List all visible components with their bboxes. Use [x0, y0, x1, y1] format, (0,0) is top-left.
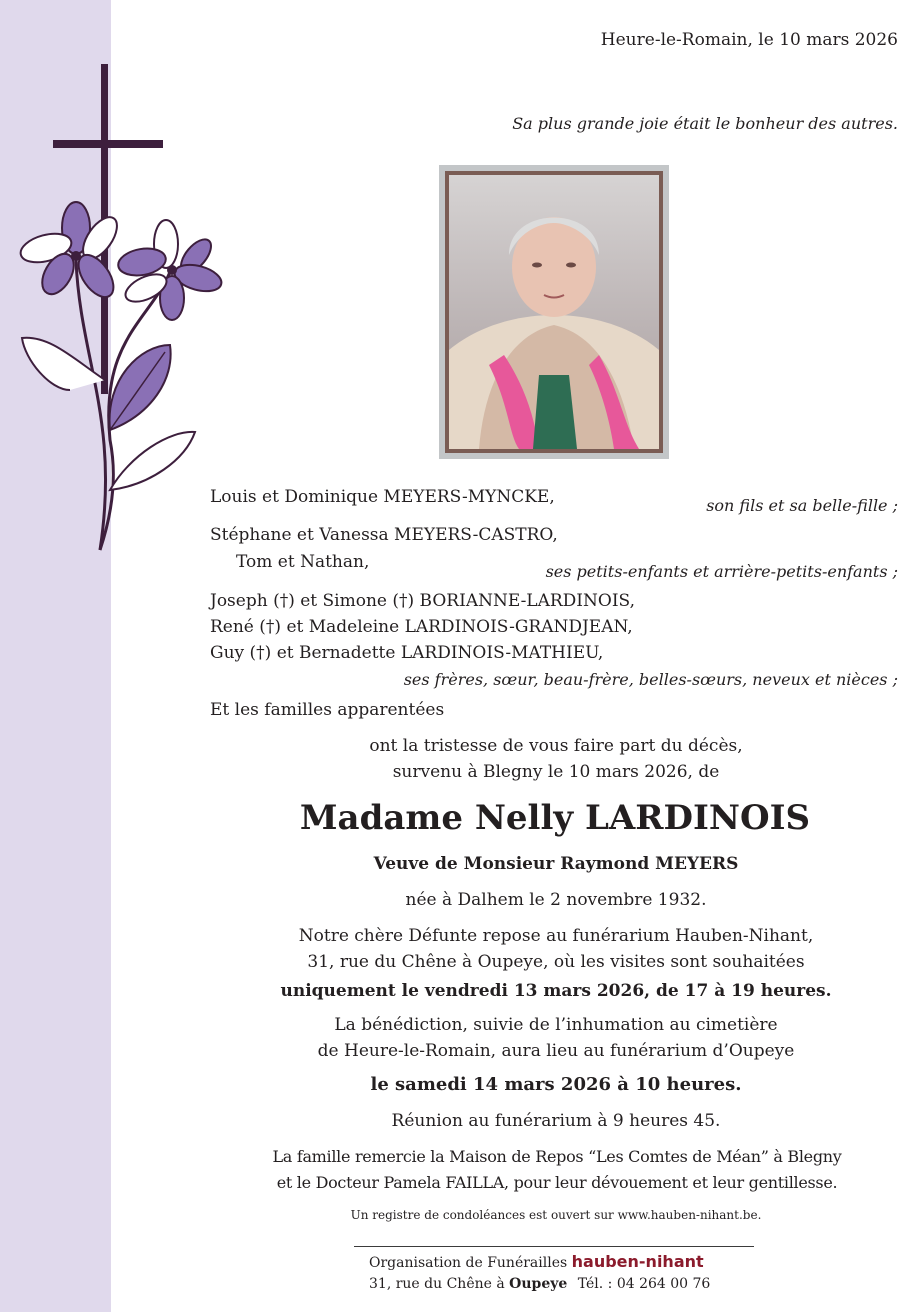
rest-line-2: 31, rue du Chêne à Oupeye, où les visites sont souhaitées: [307, 952, 805, 972]
footer-organisation: [369, 1252, 704, 1271]
footer-address: [369, 1276, 710, 1292]
rest-line-1: Notre chère Défunte repose au funérarium Hauben-Nihant,: [298, 926, 814, 946]
ceremony-date: le samedi 14 mars 2026 à 10 heures.: [370, 1074, 742, 1095]
place-date: Heure-le-Romain, le 10 mars 2026: [600, 30, 898, 50]
portrait-frame: [439, 165, 669, 459]
phone-number: Tél. : 04 264 00 76: [577, 1276, 711, 1292]
thanks-line-1: La famille remercie la Maison de Repos “Les Comtes de Méan” à Blegny: [272, 1147, 842, 1166]
announcement-line-1: ont la tristesse de vous faire part du décès,: [369, 736, 743, 756]
family-siblings-relation: ses frères, sœur, beau-frère, belles-sœurs, neveux et nièces ;: [403, 670, 898, 689]
portrait-photo: [449, 175, 659, 449]
family-grandchildren-relation: ses petits-enfants et arrière-petits-enfants ;: [545, 562, 898, 581]
condolence-registry: Un registre de condoléances est ouvert sur www.hauben-nihant.be.: [350, 1208, 762, 1222]
footer-divider: [354, 1246, 754, 1247]
birth-info: née à Dalhem le 2 novembre 1932.: [405, 890, 707, 910]
widow-of: Veuve de Monsieur Raymond MEYERS: [373, 854, 739, 874]
visit-hours: uniquement le vendredi 13 mars 2026, de 17 à 19 heures.: [280, 981, 832, 1001]
epitaph-quote: Sa plus grande joie était le bonheur des autres.: [512, 114, 898, 133]
family-sibling-3: Guy (†) et Bernadette LARDINOIS-MATHIEU,: [210, 643, 604, 663]
blessing-line-1: La bénédiction, suivie de l’inhumation au cimetière: [334, 1015, 778, 1035]
address-town: Oupeye: [509, 1276, 568, 1292]
deceased-name: Madame Nelly LARDINOIS: [299, 798, 811, 838]
address-street: 31, rue du Chêne à: [369, 1276, 505, 1292]
brand-logo: hauben-nihant: [571, 1252, 704, 1271]
meeting-time: Réunion au funérarium à 9 heures 45.: [391, 1111, 721, 1131]
family-sibling-2: René (†) et Madeleine LARDINOIS-GRANDJEAN,: [210, 617, 633, 637]
blessing-line-2: de Heure-le-Romain, aura lieu au funérarium d’Oupeye: [317, 1041, 795, 1061]
thanks-line-2: et le Docteur Pamela FAILLA, pour leur dévouement et leur gentillesse.: [276, 1173, 838, 1192]
organisation-label: Organisation de Funérailles: [369, 1255, 568, 1271]
family-great-grandchildren: Tom et Nathan,: [236, 552, 370, 572]
family-sibling-1: Joseph (†) et Simone (†) BORIANNE-LARDINOIS,: [210, 591, 635, 611]
family-son-relation: son fils et sa belle-fille ;: [706, 496, 898, 515]
announcement-line-2: survenu à Blegny le 10 mars 2026, de: [392, 762, 720, 782]
family-grandchildren: Stéphane et Vanessa MEYERS-CASTRO,: [210, 525, 558, 545]
family-son: Louis et Dominique MEYERS-MYNCKE,: [210, 487, 555, 507]
family-relatives: Et les familles apparentées: [210, 700, 445, 720]
cross-flower-decoration: [10, 60, 230, 560]
